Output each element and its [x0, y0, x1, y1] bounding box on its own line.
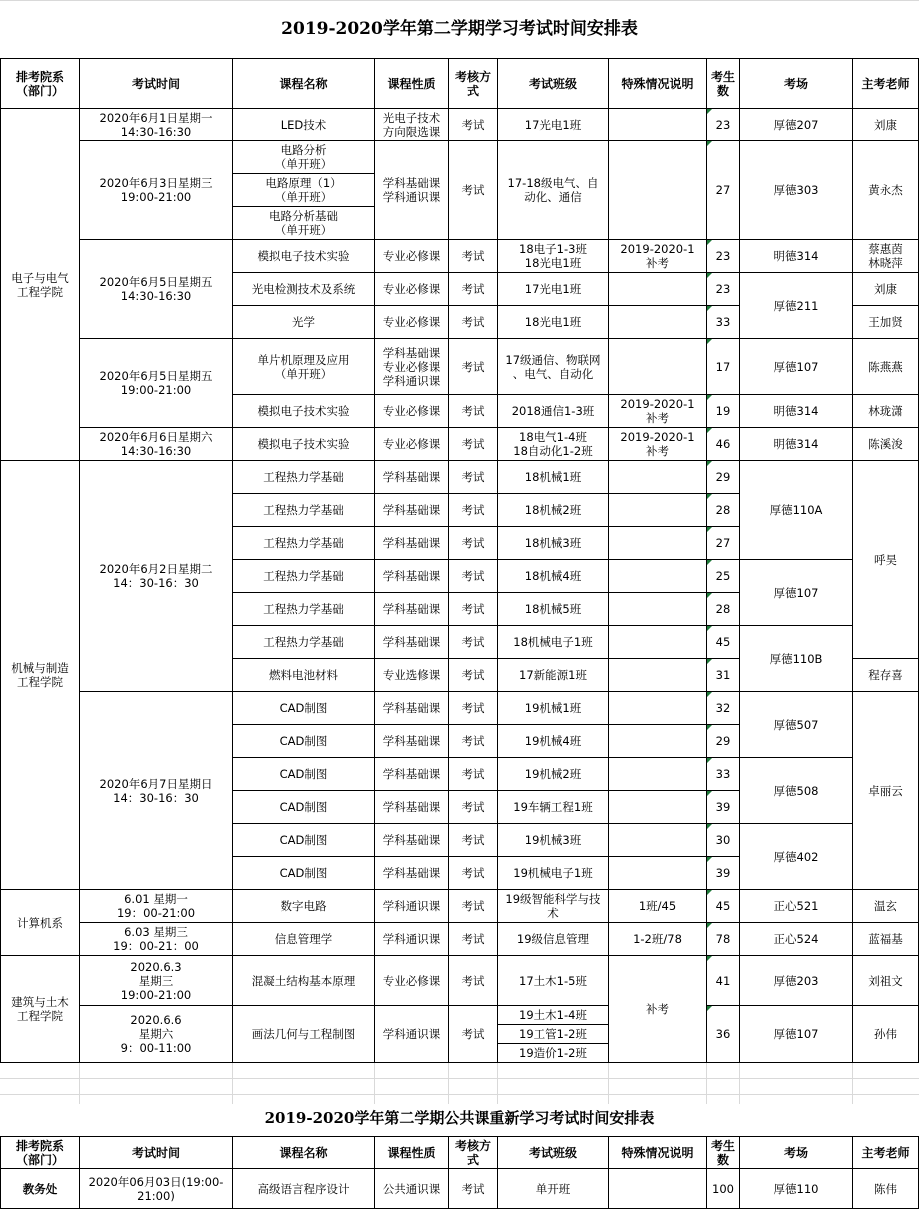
method-cell: 考试	[449, 461, 498, 494]
header-note: 特殊情况说明	[609, 1137, 707, 1169]
nature-cell: 学科基础课	[375, 824, 449, 857]
note-cell	[609, 109, 707, 141]
count-cell: 78	[707, 923, 740, 956]
note-cell	[609, 461, 707, 494]
note-cell: 补考	[609, 956, 707, 1063]
method-cell: 考试	[449, 725, 498, 758]
class-cell: 17土木1-5班	[498, 956, 609, 1006]
nature-cell: 学科基础课 学科通识课	[375, 141, 449, 240]
class-cell: 17-18级电气、自 动化、通信	[498, 141, 609, 240]
table-row	[1, 956, 919, 1006]
nature-cell: 公共通识课	[375, 1169, 449, 1209]
method-cell: 考试	[449, 428, 498, 461]
course-cell: 模拟电子技术实验	[233, 240, 375, 273]
class-cell: 19级智能科学与技 术	[498, 890, 609, 923]
sheet-gridline	[497, 1062, 498, 1104]
header-time: 考试时间	[80, 59, 233, 109]
table-row	[1, 1169, 919, 1209]
header-course: 课程名称	[233, 1137, 375, 1169]
method-cell: 考试	[449, 890, 498, 923]
class-cell: 19工管1-2班	[498, 1025, 609, 1044]
table-row	[1, 240, 919, 273]
count-cell: 23	[707, 273, 740, 306]
note-cell	[609, 659, 707, 692]
time-cell: 2020年6月1日星期一 14:30-16:30	[80, 109, 233, 141]
nature-cell: 学科通识课	[375, 1006, 449, 1063]
nature-cell: 学科基础课	[375, 758, 449, 791]
sheet-gridline	[0, 1078, 919, 1079]
room-cell: 明德314	[740, 240, 853, 273]
method-cell: 考试	[449, 593, 498, 626]
note-cell	[609, 527, 707, 560]
method-cell: 考试	[449, 1006, 498, 1063]
sheet-gridline	[0, 1094, 919, 1095]
room-cell: 厚德211	[740, 273, 853, 339]
public-schedule-title: 2019-2020学年第二学期公共课重新学习考试时间安排表	[264, 1109, 655, 1127]
method-cell: 考试	[449, 758, 498, 791]
class-cell: 18电子1-3班 18光电1班	[498, 240, 609, 273]
table-row	[1, 923, 919, 956]
note-cell	[609, 725, 707, 758]
time-cell: 6.03 星期三 19：00-21：00	[80, 923, 233, 956]
dept-cell: 电子与电气 工程学院	[1, 109, 80, 461]
room-cell: 厚德508	[740, 758, 853, 824]
room-cell: 正心524	[740, 923, 853, 956]
table-header-row	[1, 1137, 919, 1169]
class-cell: 18机械4班	[498, 560, 609, 593]
class-cell: 17光电1班	[498, 273, 609, 306]
class-cell: 单开班	[498, 1169, 609, 1209]
note-cell	[609, 339, 707, 395]
count-cell: 31	[707, 659, 740, 692]
dept-cell: 计算机系	[1, 890, 80, 956]
count-cell: 28	[707, 593, 740, 626]
header-room: 考场	[740, 59, 853, 109]
method-cell: 考试	[449, 109, 498, 141]
method-cell: 考试	[449, 791, 498, 824]
table-row	[1, 141, 919, 174]
count-cell: 23	[707, 240, 740, 273]
method-cell: 考试	[449, 141, 498, 240]
class-cell: 2018通信1-3班	[498, 395, 609, 428]
course-cell: 光学	[233, 306, 375, 339]
note-cell: 1班/45	[609, 890, 707, 923]
sheet-gridline	[374, 1062, 375, 1104]
room-cell: 厚德107	[740, 339, 853, 395]
note-cell	[609, 306, 707, 339]
time-cell: 2020年6月7日星期日 14：30-16：30	[80, 692, 233, 890]
header-time: 考试时间	[80, 1137, 233, 1169]
count-cell: 39	[707, 791, 740, 824]
nature-cell: 学科基础课	[375, 593, 449, 626]
header-count: 考生 数	[707, 59, 740, 109]
course-cell: CAD制图	[233, 725, 375, 758]
class-cell: 19机械4班	[498, 725, 609, 758]
teacher-cell: 陈燕燕	[853, 339, 919, 395]
count-cell: 27	[707, 141, 740, 240]
note-cell	[609, 141, 707, 240]
teacher-cell: 王加贤	[853, 306, 919, 339]
time-cell: 2020.6.6 星期六 9：00-11:00	[80, 1006, 233, 1063]
teacher-cell: 陈伟	[853, 1169, 919, 1209]
course-cell: 模拟电子技术实验	[233, 395, 375, 428]
room-cell: 厚德303	[740, 141, 853, 240]
table-header-row	[1, 59, 919, 109]
header-count: 考生 数	[707, 1137, 740, 1169]
course-cell: 单片机原理及应用 （单开班）	[233, 339, 375, 395]
course-cell: 电路分析基础 （单开班）	[233, 207, 375, 240]
header-method: 考核方 式	[449, 1137, 498, 1169]
note-cell: 1-2班/78	[609, 923, 707, 956]
course-cell: 工程热力学基础	[233, 593, 375, 626]
room-cell: 正心521	[740, 890, 853, 923]
dept-cell: 机械与制造 工程学院	[1, 461, 80, 890]
method-cell: 考试	[449, 923, 498, 956]
table-row	[1, 339, 919, 395]
table-row	[1, 692, 919, 725]
method-cell: 考试	[449, 527, 498, 560]
nature-cell: 专业必修课	[375, 428, 449, 461]
teacher-cell: 程存喜	[853, 659, 919, 692]
method-cell: 考试	[449, 273, 498, 306]
sheet-gridline	[852, 1062, 853, 1104]
course-cell: CAD制图	[233, 692, 375, 725]
room-cell: 明德314	[740, 395, 853, 428]
time-cell: 2020年6月5日星期五 19:00-21:00	[80, 339, 233, 428]
course-cell: CAD制图	[233, 824, 375, 857]
count-cell: 33	[707, 758, 740, 791]
method-cell: 考试	[449, 494, 498, 527]
class-cell: 19土木1-4班	[498, 1006, 609, 1025]
course-cell: CAD制图	[233, 857, 375, 890]
header-nature: 课程性质	[375, 59, 449, 109]
nature-cell: 学科基础课	[375, 725, 449, 758]
class-cell: 18电气1-4班 18自动化1-2班	[498, 428, 609, 461]
time-cell: 2020年6月2日星期二 14：30-16：30	[80, 461, 233, 692]
course-cell: 画法几何与工程制图	[233, 1006, 375, 1063]
room-cell: 厚德110	[740, 1169, 853, 1209]
schedule-title: 2019-2020学年第二学期学习考试时间安排表	[281, 19, 638, 39]
course-cell: 信息管理学	[233, 923, 375, 956]
class-cell: 18光电1班	[498, 306, 609, 339]
room-cell: 厚德203	[740, 956, 853, 1006]
count-cell: 19	[707, 395, 740, 428]
sheet-gridline	[739, 1062, 740, 1104]
room-cell: 厚德110A	[740, 461, 853, 560]
sheet-gridline	[0, 0, 919, 1]
count-cell: 41	[707, 956, 740, 1006]
note-cell	[609, 494, 707, 527]
course-cell: CAD制图	[233, 791, 375, 824]
nature-cell: 专业必修课	[375, 240, 449, 273]
header-dept: 排考院系 （部门）	[1, 1137, 80, 1169]
method-cell: 考试	[449, 306, 498, 339]
method-cell: 考试	[449, 824, 498, 857]
header-room: 考场	[740, 1137, 853, 1169]
count-cell: 46	[707, 428, 740, 461]
class-cell: 19机械1班	[498, 692, 609, 725]
teacher-cell: 刘康	[853, 273, 919, 306]
header-class: 考试班级	[498, 1137, 609, 1169]
nature-cell: 学科通识课	[375, 923, 449, 956]
course-cell: 工程热力学基础	[233, 461, 375, 494]
class-cell: 19机械2班	[498, 758, 609, 791]
dept-cell: 建筑与土木 工程学院	[1, 956, 80, 1063]
room-cell: 厚德402	[740, 824, 853, 890]
sheet-gridline	[608, 1062, 609, 1104]
room-cell: 厚德110B	[740, 626, 853, 692]
course-cell: 数字电路	[233, 890, 375, 923]
course-cell: 工程热力学基础	[233, 527, 375, 560]
nature-cell: 学科基础课 专业必修课 学科通识课	[375, 339, 449, 395]
nature-cell: 学科通识课	[375, 890, 449, 923]
class-cell: 19车辆工程1班	[498, 791, 609, 824]
teacher-cell: 陈溪浚	[853, 428, 919, 461]
course-cell: 工程热力学基础	[233, 560, 375, 593]
course-cell: 燃料电池材料	[233, 659, 375, 692]
count-cell: 28	[707, 494, 740, 527]
course-cell: 电路分析 （单开班）	[233, 141, 375, 174]
course-cell: 高级语言程序设计	[233, 1169, 375, 1209]
count-cell: 17	[707, 339, 740, 395]
nature-cell: 学科基础课	[375, 626, 449, 659]
course-cell: 工程热力学基础	[233, 626, 375, 659]
teacher-cell: 林珑潇	[853, 395, 919, 428]
note-cell: 2019-2020-1 补考	[609, 240, 707, 273]
note-cell	[609, 758, 707, 791]
note-cell	[609, 560, 707, 593]
course-cell: 电路原理（1） （单开班）	[233, 174, 375, 207]
table-row	[1, 890, 919, 923]
note-cell: 2019-2020-1 补考	[609, 395, 707, 428]
method-cell: 考试	[449, 395, 498, 428]
class-cell: 17级通信、物联网 、电气、自动化	[498, 339, 609, 395]
note-cell	[609, 692, 707, 725]
class-cell: 18机械1班	[498, 461, 609, 494]
course-cell: 模拟电子技术实验	[233, 428, 375, 461]
count-cell: 30	[707, 824, 740, 857]
table-row	[1, 428, 919, 461]
course-cell: 光电检测技术及系统	[233, 273, 375, 306]
class-cell: 19机械3班	[498, 824, 609, 857]
count-cell: 32	[707, 692, 740, 725]
count-cell: 33	[707, 306, 740, 339]
count-cell: 27	[707, 527, 740, 560]
teacher-cell: 蔡惠茵 林晓萍	[853, 240, 919, 273]
nature-cell: 学科基础课	[375, 560, 449, 593]
method-cell: 考试	[449, 1169, 498, 1209]
class-cell: 18机械电子1班	[498, 626, 609, 659]
public-exam-table	[0, 1136, 919, 1209]
count-cell: 45	[707, 890, 740, 923]
note-cell	[609, 824, 707, 857]
class-cell: 18机械2班	[498, 494, 609, 527]
note-cell	[609, 273, 707, 306]
room-cell: 厚德507	[740, 692, 853, 758]
teacher-cell: 刘康	[853, 109, 919, 141]
class-cell: 18机械5班	[498, 593, 609, 626]
note-cell	[609, 626, 707, 659]
sheet-gridline	[79, 1062, 80, 1104]
time-cell: 2020年6月5日星期五 14:30-16:30	[80, 240, 233, 339]
class-cell: 17光电1班	[498, 109, 609, 141]
method-cell: 考试	[449, 956, 498, 1006]
room-cell: 厚德107	[740, 1006, 853, 1063]
header-note: 特殊情况说明	[609, 59, 707, 109]
time-cell: 2020年6月6日星期六 14:30-16:30	[80, 428, 233, 461]
method-cell: 考试	[449, 692, 498, 725]
method-cell: 考试	[449, 240, 498, 273]
note-cell	[609, 593, 707, 626]
class-cell: 18机械3班	[498, 527, 609, 560]
dept-cell: 教务处	[1, 1169, 80, 1209]
header-nature: 课程性质	[375, 1137, 449, 1169]
time-cell: 2020年6月3日星期三 19:00-21:00	[80, 141, 233, 240]
count-cell: 23	[707, 109, 740, 141]
header-dept: 排考院系 （部门）	[1, 59, 80, 109]
table-row	[1, 109, 919, 141]
method-cell: 考试	[449, 626, 498, 659]
class-cell: 19机械电子1班	[498, 857, 609, 890]
nature-cell: 学科基础课	[375, 857, 449, 890]
course-cell: CAD制图	[233, 758, 375, 791]
teacher-cell: 呼昊	[853, 461, 919, 659]
count-cell: 29	[707, 725, 740, 758]
room-cell: 厚德207	[740, 109, 853, 141]
nature-cell: 专业选修课	[375, 659, 449, 692]
note-cell	[609, 791, 707, 824]
count-cell: 45	[707, 626, 740, 659]
sheet-gridline	[232, 1062, 233, 1104]
count-cell: 36	[707, 1006, 740, 1063]
nature-cell: 专业必修课	[375, 306, 449, 339]
teacher-cell: 温玄	[853, 890, 919, 923]
teacher-cell: 蓝福基	[853, 923, 919, 956]
nature-cell: 学科基础课	[375, 791, 449, 824]
count-cell: 29	[707, 461, 740, 494]
nature-cell: 学科基础课	[375, 494, 449, 527]
method-cell: 考试	[449, 857, 498, 890]
class-cell: 19造价1-2班	[498, 1044, 609, 1063]
teacher-cell: 孙伟	[853, 1006, 919, 1063]
header-teacher: 主考老师	[853, 59, 919, 109]
nature-cell: 学科基础课	[375, 461, 449, 494]
nature-cell: 专业必修课	[375, 956, 449, 1006]
teacher-cell: 黄永杰	[853, 141, 919, 240]
class-cell: 19级信息管理	[498, 923, 609, 956]
room-cell: 厚德107	[740, 560, 853, 626]
header-course: 课程名称	[233, 59, 375, 109]
header-teacher: 主考老师	[853, 1137, 919, 1169]
course-cell: 工程热力学基础	[233, 494, 375, 527]
sheet-gridline	[706, 1062, 707, 1104]
room-cell: 明德314	[740, 428, 853, 461]
time-cell: 6.01 星期一 19：00-21:00	[80, 890, 233, 923]
time-cell: 2020年06月03日(19:00- 21:00)	[80, 1169, 233, 1209]
course-cell: 混凝土结构基本原理	[233, 956, 375, 1006]
nature-cell: 光电子技术 方向限选课	[375, 109, 449, 141]
course-cell: LED技术	[233, 109, 375, 141]
note-cell	[609, 1169, 707, 1209]
sheet-gridline	[448, 1062, 449, 1104]
teacher-cell: 刘祖文	[853, 956, 919, 1006]
table-row	[1, 461, 919, 494]
note-cell	[609, 857, 707, 890]
nature-cell: 专业必修课	[375, 395, 449, 428]
exam-schedule-table	[0, 58, 919, 1063]
header-method: 考核方 式	[449, 59, 498, 109]
method-cell: 考试	[449, 339, 498, 395]
teacher-cell: 卓丽云	[853, 692, 919, 890]
count-cell: 25	[707, 560, 740, 593]
header-class: 考试班级	[498, 59, 609, 109]
nature-cell: 学科基础课	[375, 527, 449, 560]
count-cell: 100	[707, 1169, 740, 1209]
method-cell: 考试	[449, 659, 498, 692]
table-row	[1, 1006, 919, 1025]
nature-cell: 学科基础课	[375, 692, 449, 725]
nature-cell: 专业必修课	[375, 273, 449, 306]
count-cell: 39	[707, 857, 740, 890]
note-cell: 2019-2020-1 补考	[609, 428, 707, 461]
method-cell: 考试	[449, 560, 498, 593]
time-cell: 2020.6.3 星期三 19:00-21:00	[80, 956, 233, 1006]
class-cell: 17新能源1班	[498, 659, 609, 692]
